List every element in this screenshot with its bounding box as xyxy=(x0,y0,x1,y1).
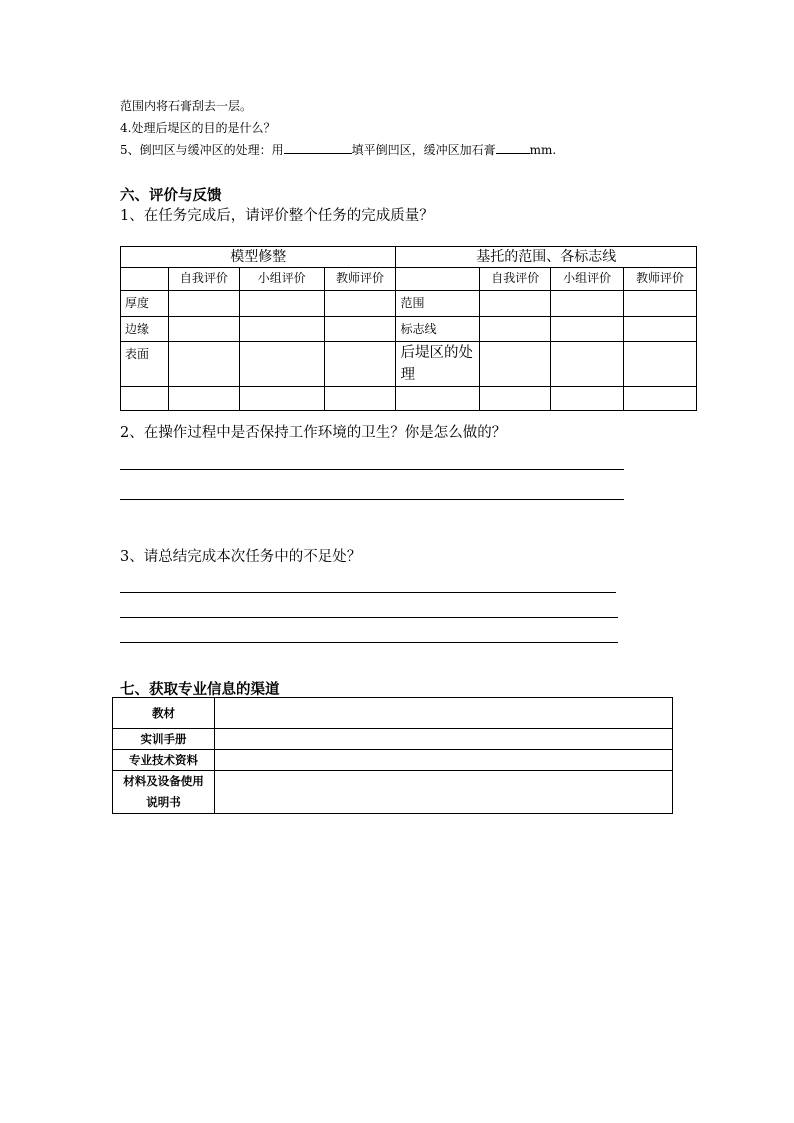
rating-cell[interactable] xyxy=(239,387,324,411)
rating-cell[interactable] xyxy=(239,317,324,342)
channel-label: 教材 xyxy=(113,698,215,729)
section-6-heading: 六、评价与反馈 xyxy=(120,188,222,204)
rating-cell[interactable] xyxy=(324,342,396,387)
question-4: 4.处理后堤区的目的是什么？ xyxy=(120,121,276,135)
channel-value-cell[interactable] xyxy=(215,729,673,750)
row-label: 范围 xyxy=(396,291,480,317)
channel-label: 实训手册 xyxy=(113,729,215,750)
row-label: 后堤区的处理 xyxy=(396,342,480,387)
info-channel-table xyxy=(112,697,673,814)
rating-cell[interactable] xyxy=(168,387,239,411)
answer-line[interactable] xyxy=(120,617,618,618)
rating-cell[interactable] xyxy=(624,342,697,387)
table-cell xyxy=(121,268,169,291)
question-5-part-a: 5、倒凹区与缓冲区的处理：用 xyxy=(120,143,284,157)
rating-cell[interactable] xyxy=(624,387,697,411)
rating-cell[interactable] xyxy=(239,342,324,387)
rating-cell[interactable] xyxy=(551,317,624,342)
rating-cell[interactable] xyxy=(168,291,239,317)
channel-value-cell[interactable] xyxy=(215,698,673,729)
fill-blank-1[interactable] xyxy=(284,142,352,154)
answer-line[interactable] xyxy=(120,499,624,500)
rating-cell[interactable] xyxy=(480,342,551,387)
question-5-part-c: mm. xyxy=(529,143,557,157)
row-label: 表面 xyxy=(121,342,169,387)
rating-cell[interactable] xyxy=(551,291,624,317)
rating-cell[interactable] xyxy=(551,387,624,411)
section-6-question-1: 1、在任务完成后，请评价整个任务的完成质量？ xyxy=(120,208,434,224)
section-6-question-3: 3、请总结完成本次任务中的不足处？ xyxy=(120,549,362,565)
channel-label: 材料及设备使用说明书 xyxy=(113,771,215,814)
row-label: 标志线 xyxy=(396,317,480,342)
channel-value-cell[interactable] xyxy=(215,771,673,814)
table-row xyxy=(113,771,673,814)
rating-cell[interactable] xyxy=(121,387,169,411)
answer-line[interactable] xyxy=(120,642,618,643)
rating-cell[interactable] xyxy=(168,342,239,387)
table-row xyxy=(121,268,697,291)
rating-cell[interactable] xyxy=(480,317,551,342)
question-5-part-b: 填平倒凹区，缓冲区加石膏 xyxy=(351,143,496,157)
column-header: 自我评价 xyxy=(480,268,551,291)
fill-blank-2[interactable] xyxy=(496,142,530,154)
section-7-heading: 七、获取专业信息的渠道 xyxy=(120,682,280,698)
column-header: 教师评价 xyxy=(624,268,697,291)
channel-value-cell[interactable] xyxy=(215,750,673,771)
channel-label: 专业技术资料 xyxy=(113,750,215,771)
answer-line[interactable] xyxy=(120,469,624,470)
right-group-header: 基托的范围、各标志线 xyxy=(396,247,697,268)
table-row xyxy=(121,291,697,317)
row-label: 边缘 xyxy=(121,317,169,342)
section-6-question-2: 2、在操作过程中是否保持工作环境的卫生？你是怎么做的？ xyxy=(120,425,507,441)
question-5 xyxy=(120,141,556,158)
table-cell xyxy=(396,268,480,291)
rating-cell[interactable] xyxy=(239,291,324,317)
table-row xyxy=(113,698,673,729)
rating-cell[interactable] xyxy=(324,387,396,411)
rating-cell[interactable] xyxy=(324,317,396,342)
column-header: 小组评价 xyxy=(551,268,624,291)
column-header: 小组评价 xyxy=(239,268,324,291)
evaluation-table xyxy=(120,246,697,411)
rating-cell[interactable] xyxy=(624,317,697,342)
left-group-header: 模型修整 xyxy=(121,247,396,268)
table-row xyxy=(121,247,697,268)
column-header: 自我评价 xyxy=(168,268,239,291)
rating-cell[interactable] xyxy=(480,387,551,411)
column-header: 教师评价 xyxy=(324,268,396,291)
table-row xyxy=(113,750,673,771)
row-label: 厚度 xyxy=(121,291,169,317)
rating-cell[interactable] xyxy=(624,291,697,317)
text-line-1: 范围内将石膏刮去一层。 xyxy=(120,99,253,113)
rating-cell[interactable] xyxy=(168,317,239,342)
rating-cell[interactable] xyxy=(551,342,624,387)
table-row xyxy=(121,317,697,342)
table-row xyxy=(121,387,697,411)
rating-cell[interactable] xyxy=(480,291,551,317)
rating-cell[interactable] xyxy=(396,387,480,411)
answer-line[interactable] xyxy=(120,592,616,593)
table-row xyxy=(113,729,673,750)
rating-cell[interactable] xyxy=(324,291,396,317)
table-row xyxy=(121,342,697,387)
